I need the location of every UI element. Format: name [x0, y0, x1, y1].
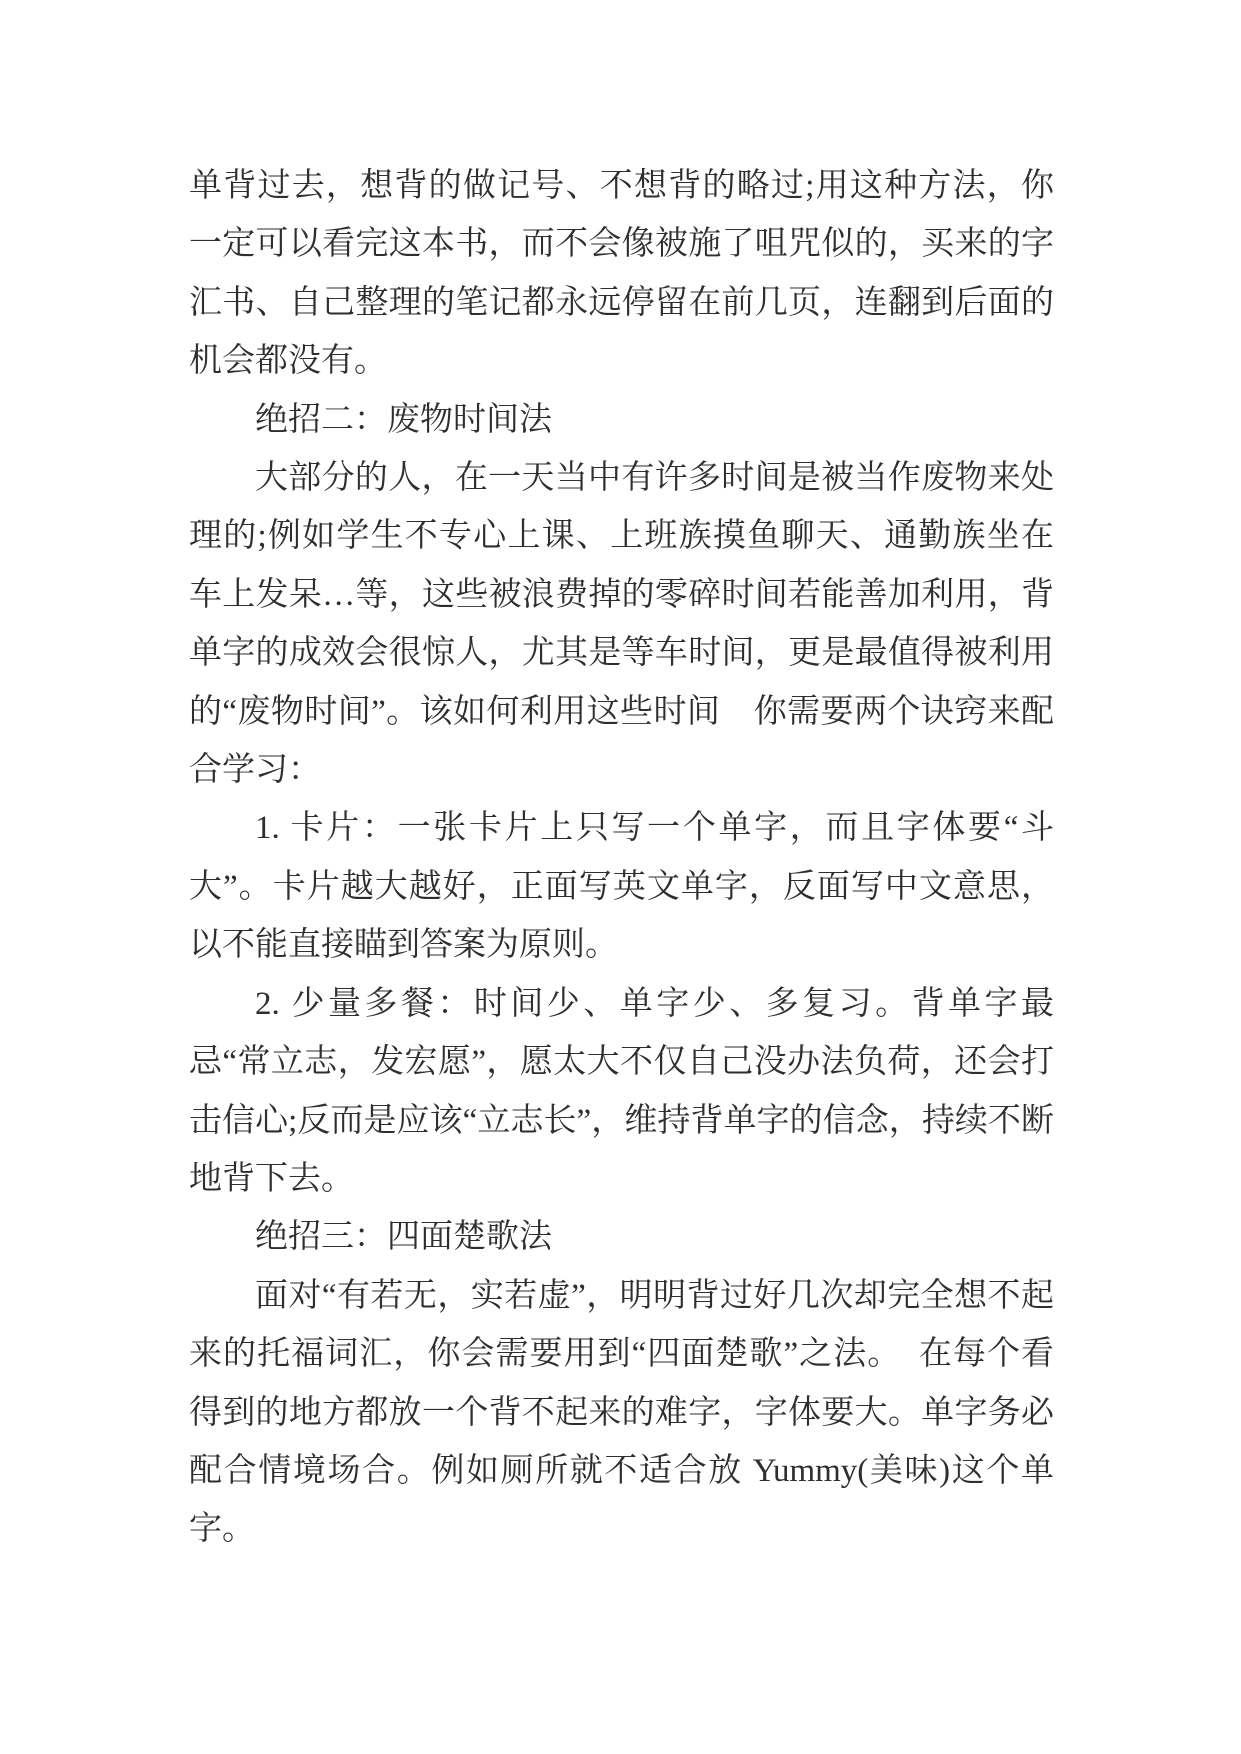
para-continuation-skim-method: 单背过去，想背的做记号、不想背的略过;用这种方法，你一定可以看完这本书，而不会像被施了咀咒似的，买来的字汇书、自己整理的笔记都永远停留在前几页，连翻到后面的机会都没有。 — [189, 168, 1054, 380]
heading-method-2-waste-time: 绝招二：废物时间法 — [255, 401, 552, 438]
para-method-2-intro: 大部分的人，在一天当中有许多时间是被当作废物来处理的;例如学生不专心上课、上班族摸鱼聊天、通勤族坐在车上发呆…等，这些被浪费掉的零碎时间若能善加利用，背单字的成效会很惊人，尤其是等车时间，更是最值得被利用的“废物时间”。该如何利用这些时间 你需要两个诀窍来配合学习： — [189, 460, 1054, 789]
para-tip-1-cards: 1. 卡片：一张卡片上只写一个单字，而且字体要“斗大”。卡片越大越好，正面写英文单字，反面写中文意思，以不能直接瞄到答案为原则。 — [189, 810, 1054, 964]
text-body — [189, 157, 1054, 1559]
para-tip-2-small-portions: 2. 少量多餐：时间少、单字少、多复习。背单字最忌“常立志，发宏愿”，愿太大不仅自己没办法负荷，还会打击信心;反而是应该“立志长”，维持背单字的信念，持续不断地背下去。 — [189, 985, 1054, 1197]
para-method-3-body: 面对“有若无，实若虚”，明明背过好几次却完全想不起来的托福词汇，你会需要用到“四面楚歌”之法。 在每个看得到的地方都放一个背不起来的难字，字体要大。单字务必配合情境场合。例如厕所就不适合放 Yummy(美味)这个单字。 — [189, 1277, 1054, 1548]
heading-method-3-surrounded: 绝招三：四面楚歌法 — [255, 1219, 552, 1256]
